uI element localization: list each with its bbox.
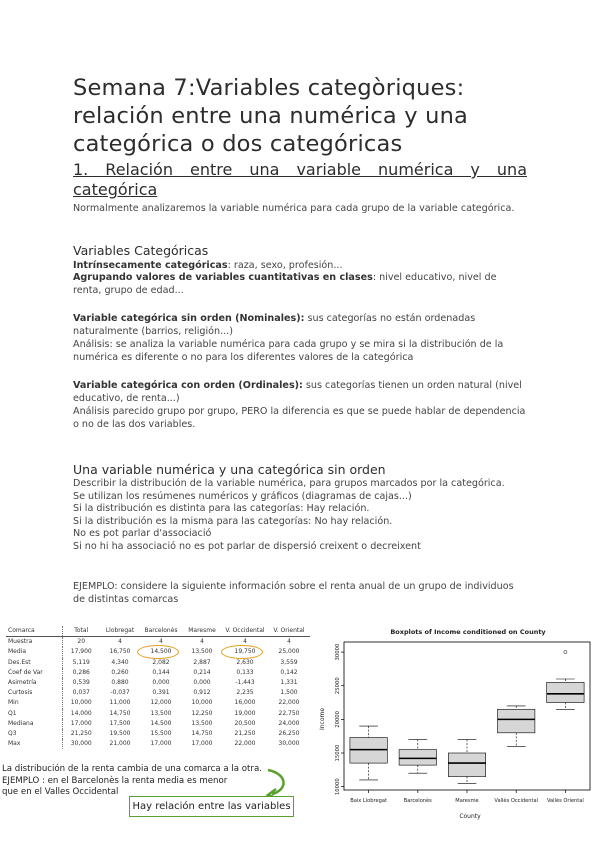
table-cell: 0,142 [280, 668, 298, 676]
y-tick-label: 20000 [335, 710, 341, 728]
table-cell: 4 [159, 638, 163, 646]
table-cell: 0,000 [152, 679, 170, 687]
table-cell: 14,500 [150, 719, 172, 727]
ordinal-definition [73, 380, 527, 405]
chart-title: Boxplots of Income conditioned on County [390, 628, 546, 636]
table-row [6, 719, 310, 729]
table-row [6, 658, 310, 668]
table-cell: 0,037 [72, 689, 90, 697]
numeric-categorical-heading: Una variable numérica y una categórica sin orden [73, 462, 386, 477]
x-axis-label: County [459, 813, 481, 820]
table-cell: 15,500 [150, 730, 172, 738]
nc-line: Si no hi ha associació no es pot parlar de dispersió creixent o decreixent [73, 540, 421, 552]
example-text: EJEMPLO: considere la siguiente información sobre el renta anual de un grupo de individuos de distintas comarcas [73, 581, 514, 605]
table-header-cell: Total [62, 626, 100, 637]
table-cell: 12,000 [150, 699, 172, 707]
nominal-bold: Variable categórica sin orden (Nominales): [73, 313, 305, 324]
table-cell: Des.Est [6, 658, 62, 668]
categorical-line1-rest: : raza, sexo, profesión... [227, 260, 343, 271]
table-cell: 30,000 [70, 740, 92, 748]
table-cell: 30,000 [278, 740, 300, 748]
table-cell: 5,119 [72, 658, 90, 666]
table-row [6, 709, 310, 719]
table-cell: 2,887 [193, 658, 211, 666]
table-cell: 4 [287, 638, 291, 646]
categorical-line2 [73, 272, 527, 297]
table-cell: Muestra [6, 637, 62, 648]
table-cell: 0,260 [111, 668, 129, 676]
table-cell: 10,000 [70, 699, 92, 707]
x-tick-label: Vallès Occidental [494, 798, 539, 804]
table-cell: 14,750 [191, 730, 213, 738]
y-tick-label: 15000 [335, 744, 341, 762]
table-header-cell: Maresme [182, 626, 222, 637]
categorical-line2-bold: Agrupando valores de variables cuantitativas en clases [73, 272, 373, 283]
table-cell: 0,286 [72, 668, 90, 676]
boxplot-chart [318, 624, 596, 820]
note-line3: que en el Valles Occidental [2, 787, 119, 797]
section-intro: Normalmente analizaremos la variable numérica para cada grupo de la variable categórica. [73, 203, 515, 214]
categorical-line2-rest: : nivel educativo, nivel de renta, grupo de edad... [73, 272, 497, 296]
table-cell: 0,880 [111, 679, 129, 687]
nominal-rest: sus categorías no están ordenadas naturalmente (barrios, religión...) [73, 313, 476, 337]
x-tick-label: Baix Llobregat [350, 798, 387, 804]
example-note [2, 764, 262, 799]
table-cell: 0,214 [193, 668, 211, 676]
table-cell: 17,000 [150, 740, 172, 748]
table-row [6, 688, 310, 698]
table-cell: 17,000 [70, 719, 92, 727]
table-cell: 13,500 [191, 719, 213, 727]
table-row [6, 678, 310, 688]
table-cell: Min [6, 698, 62, 708]
table-cell: 20 [77, 638, 86, 646]
table-cell: Asimetría [6, 678, 62, 688]
table-cell: -0,037 [110, 689, 130, 697]
table-cell: Coef de Var [6, 668, 62, 678]
box [498, 709, 535, 733]
note-line2: EJEMPLO : en el Barcelonès la renta media es menor [2, 775, 228, 786]
table-cell: 21,000 [109, 740, 131, 748]
table-cell: 22,000 [234, 740, 256, 748]
table-row [6, 698, 310, 708]
categorical-line1 [73, 260, 527, 273]
section-heading-line1: 1. Relación entre una variable numérica y una [73, 160, 527, 179]
page-title: Semana 7:Variables categòriques: relación entre una numérica y una categórica o dos categóricas [73, 75, 469, 157]
table-cell: 22,000 [278, 699, 300, 707]
nc-line: No es pot parlar d'associació [73, 528, 212, 539]
highlight-circle-barcelones [137, 645, 179, 659]
nc-line: Se utilizan los resúmenes numéricos y gráficos (diagramas de cajas...) [73, 490, 412, 502]
table-cell: 22,750 [278, 709, 300, 717]
table-cell: 0,133 [236, 668, 254, 676]
table-cell: 14,000 [70, 709, 92, 717]
table-cell: 2,235 [236, 689, 254, 697]
table-cell: -1,443 [235, 679, 255, 687]
table-cell: 2,082 [152, 658, 170, 666]
table-cell: 19,500 [109, 730, 131, 738]
table-cell: 10,000 [191, 699, 213, 707]
table-row [6, 668, 310, 678]
categorical-line1-bold: Intrínsecamente categóricas [73, 260, 228, 271]
table-cell: 4,340 [111, 658, 129, 666]
box [399, 750, 436, 765]
nc-line: Describir la distribución de la variable numérica, para grupos marcados por la categórica. [73, 478, 505, 489]
table-cell: 19,750 [234, 648, 256, 656]
table-cell: 4 [118, 638, 122, 646]
section-heading-line2: categórica [73, 180, 158, 199]
nc-line: Si la distribución es distinta para las categorías: Hay relación. [73, 503, 370, 514]
table-cell: Mediana [6, 719, 62, 729]
note-line1: La distribución de la renta cambia de una comarca a la otra. [2, 764, 262, 774]
table-cell: 2,630 [236, 658, 254, 666]
categorical-heading: Variables Categóricas [73, 243, 209, 258]
ordinal-bold: Variable categórica con orden (Ordinales): [73, 380, 303, 391]
table-cell: 16,000 [234, 699, 256, 707]
table-cell: 19,000 [234, 709, 256, 717]
ordinal-analysis: Análisis parecido grupo por grupo, PERO la diferencia es que se puede hablar de dependencia o no de las dos variables. [73, 406, 526, 430]
nominal-definition [73, 313, 527, 338]
highlight-circle-occidental [221, 645, 263, 659]
table-cell: 12,250 [191, 709, 213, 717]
table-cell: 14,500 [150, 648, 172, 656]
table-cell: 0,539 [72, 679, 90, 687]
table-cell: 13,500 [150, 709, 172, 717]
table-row [6, 739, 310, 749]
table-cell: 14,750 [109, 709, 131, 717]
relation-callout: Hay relación entre las variables [129, 796, 294, 817]
table-cell: 25,000 [278, 648, 300, 656]
table-header-cell: Barcelonès [140, 626, 182, 637]
x-tick-label: Vallès Oriental [546, 798, 584, 804]
table-cell: 4 [243, 638, 247, 646]
table-cell: 17,900 [70, 648, 92, 656]
y-tick-label: 30000 [335, 643, 341, 661]
table-cell: 21,250 [234, 730, 256, 738]
table-row [6, 729, 310, 739]
table-cell: 1,500 [280, 689, 298, 697]
table-cell: 4 [200, 638, 204, 646]
table-header-cell: Comarca [6, 626, 62, 637]
ordinal-rest: sus categorías tienen un orden natural (nivel educativo, de renta...) [73, 380, 522, 404]
table-cell: 0,912 [193, 689, 211, 697]
table-cell: 0,144 [152, 668, 170, 676]
table-header-cell: Llobregat [100, 626, 140, 637]
x-tick-label: Barcelonès [403, 798, 432, 804]
table-cell: Q1 [6, 709, 62, 719]
table-cell: 20,500 [234, 719, 256, 727]
y-tick-label: 10000 [335, 778, 341, 796]
table-header-cell: V. Occidental [222, 626, 268, 637]
y-axis-label: Income [319, 707, 326, 731]
box [448, 753, 485, 777]
table-cell: 3,559 [280, 658, 298, 666]
table-cell: 21,250 [70, 730, 92, 738]
table-cell: 26,250 [278, 730, 300, 738]
y-tick-label: 25000 [335, 677, 341, 695]
x-tick-label: Maresme [455, 798, 479, 804]
table-cell: Curtosis [6, 688, 62, 698]
outlier-point [564, 650, 567, 653]
table-header-row [6, 626, 310, 637]
table-cell: 17,000 [191, 740, 213, 748]
table-cell: 16,750 [109, 648, 131, 656]
stats-table [6, 626, 310, 749]
box [547, 682, 584, 702]
table-header-cell: V. Oriental [268, 626, 310, 637]
table-cell: 0,000 [193, 679, 211, 687]
table-cell: Q3 [6, 729, 62, 739]
table-cell: 13,500 [191, 648, 213, 656]
nc-line: Si la distribución es la misma para las categorías: No hay relación. [73, 515, 393, 527]
table-cell: Media [6, 647, 62, 657]
numeric-categorical-list [73, 478, 527, 553]
nominal-analysis: Análisis: se analiza la variable numérica para cada grupo y se mira si la distribución de la numérica es diferente o no para los diferentes valores de la categórica [73, 339, 504, 363]
table-cell: 17,500 [109, 719, 131, 727]
table-cell: 0,391 [152, 689, 170, 697]
table-cell: 24,000 [278, 719, 300, 727]
table-cell: 11,000 [109, 699, 131, 707]
table-cell: Max [6, 739, 62, 749]
table-cell: 1,331 [280, 679, 298, 687]
